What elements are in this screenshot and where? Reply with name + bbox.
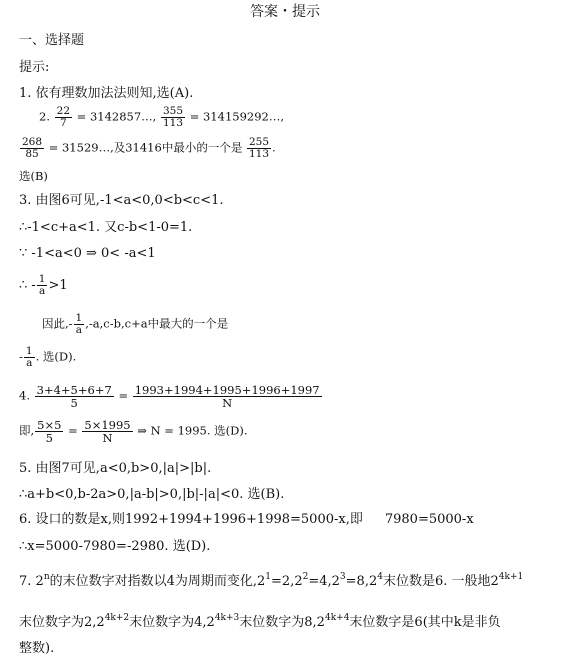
q3-l6-den: a: [26, 357, 33, 370]
q7-text: =2,2: [271, 574, 303, 589]
q7-exp: n: [43, 571, 50, 582]
q2-f3-val: = 31529…,及31416中最小的一个是: [48, 140, 243, 155]
q7-text: 末位数字为4,2: [129, 615, 215, 630]
q2-f3-den: 85: [25, 148, 39, 161]
q7-line1: [19, 571, 524, 590]
q3-line4: [19, 274, 68, 297]
q4-line2: [19, 419, 248, 444]
q2-fraction-3: [20, 137, 44, 160]
q7-text: 末位数字为2,2: [19, 615, 105, 630]
q2-line1: [39, 106, 284, 129]
q2-f4-num: 255: [248, 136, 270, 148]
q4-eq2: =: [68, 423, 78, 438]
q3-l4-post: >1: [48, 278, 68, 294]
q7-exp: 4: [377, 571, 383, 582]
q7-text: 末位数字为8,2: [239, 615, 325, 630]
q7-exp: 4k+2: [104, 612, 130, 623]
q7-exp: 4k+3: [214, 612, 240, 623]
q6-line1: [19, 512, 474, 528]
q2-fraction-4: [247, 137, 271, 160]
q7-exp: 2: [302, 571, 309, 582]
q2-fraction-2: [161, 106, 185, 129]
q3-l6-post: . 选(D).: [35, 349, 77, 364]
q4-a-fraction: [35, 419, 63, 444]
q2-f2-den: 113: [163, 117, 184, 130]
q4-l2-pre: 即,: [19, 423, 35, 438]
q3-l5-pre: 因此,-: [42, 316, 73, 331]
q5-line1: 5. 由图7可见,a<0,b>0,|a|>|b|.: [19, 461, 212, 476]
q4-a-den: 5: [45, 431, 53, 446]
q7-text: 末位数是6. 一般地2: [382, 574, 499, 589]
q5-line2: ∴a+b<0,b-2a>0,|a-b|>0,|b|-|a|<0. 选(B).: [19, 487, 285, 502]
q2-line2: [19, 137, 276, 160]
q2-answer: 选(B): [19, 169, 48, 183]
q1-text: 1. 依有理数加法法则知,选(A).: [19, 86, 194, 101]
q3-l4-pre: ∴ -: [19, 278, 36, 294]
q4-eq: =: [118, 388, 129, 403]
q3-line5: [42, 313, 228, 336]
hint-label: 提示:: [19, 60, 50, 75]
section-heading: 一、选择题: [19, 33, 85, 48]
q4-b-den: N: [102, 431, 113, 446]
q4-rhs-num: 1993+1994+1995+1996+1997: [134, 383, 320, 397]
q4-lhs-num: 3+4+5+6+7: [36, 383, 112, 397]
q3-l5-num: 1: [75, 312, 83, 324]
q7-text: 的末位数字对指数以4为周期而变化,2: [49, 574, 266, 589]
page-title: 答案・提示: [250, 4, 320, 20]
q2-f4-end: .: [272, 140, 276, 155]
q3-line2: ∴-1<c+a<1. 又c-b<1-0=1.: [19, 220, 193, 235]
q2-f3-num: 268: [22, 136, 43, 148]
q4-rhs-fraction: [133, 384, 322, 409]
q7-text: 7. 2: [19, 574, 44, 589]
q2-f4-den: 113: [248, 148, 270, 161]
q4-line1: [19, 384, 323, 409]
q7-text: =4,2: [308, 574, 340, 589]
q3-line6: [19, 346, 76, 369]
q4-b-fraction: [82, 419, 132, 444]
q3-l6-fraction: [24, 346, 35, 369]
q7-line3: 整数).: [19, 641, 55, 656]
q3-l4-num: 1: [38, 273, 46, 285]
q4-b-num: 5×1995: [84, 418, 131, 432]
q3-line3: ∵ -1<a<0 ⇒ 0< -a<1: [19, 246, 156, 261]
q3-l5-fraction: [74, 313, 85, 336]
q4-rhs-den: N: [222, 396, 233, 411]
q2-f1-val: = 3142857…,: [76, 109, 157, 124]
q3-l4-den: a: [39, 285, 46, 298]
q6-l1a: 6. 设口的数是x,则1992+1994+1996+1998=5000-x,即: [19, 512, 363, 527]
q7-text: =8,2: [345, 574, 378, 589]
q7-exp: 1: [265, 571, 272, 582]
q3-line1: 3. 由图6可见,-1<a<0,0<b<c<1.: [19, 193, 224, 208]
q4-lhs-fraction: [35, 384, 114, 409]
q2-f2-val: = 314159292…,: [189, 109, 284, 124]
q4-a-num: 5×5: [37, 418, 62, 432]
q4-prefix: 4.: [19, 388, 30, 403]
q6-l1b: 7980=5000-x: [384, 512, 474, 527]
q7-line2: [19, 612, 501, 631]
q3-l5-den: a: [75, 324, 83, 337]
q2-f2-num: 355: [163, 105, 184, 117]
q2-fraction-1: [55, 106, 72, 129]
q6-line2: ∴x=5000-7980=-2980. 选(D).: [19, 539, 211, 554]
q4-lhs-den: 5: [70, 396, 78, 411]
q7-exp: 4k+1: [498, 571, 524, 582]
q3-l5-post: ,-a,c-b,c+a中最大的一个是: [85, 316, 229, 331]
q7-exp: 4k+4: [324, 612, 350, 623]
q7-text: 末位数字是6(其中k是非负: [349, 615, 501, 630]
q2-prefix: 2.: [39, 109, 50, 124]
q3-l6-pre: -: [19, 349, 23, 364]
q7-exp: 3: [339, 571, 346, 582]
q2-f1-den: 7: [59, 117, 67, 130]
q3-l4-fraction: [37, 274, 48, 297]
q2-f1-num: 22: [56, 105, 71, 117]
q4-l2-post: ⇒ N = 1995. 选(D).: [137, 423, 248, 438]
q3-l6-num: 1: [25, 345, 33, 357]
